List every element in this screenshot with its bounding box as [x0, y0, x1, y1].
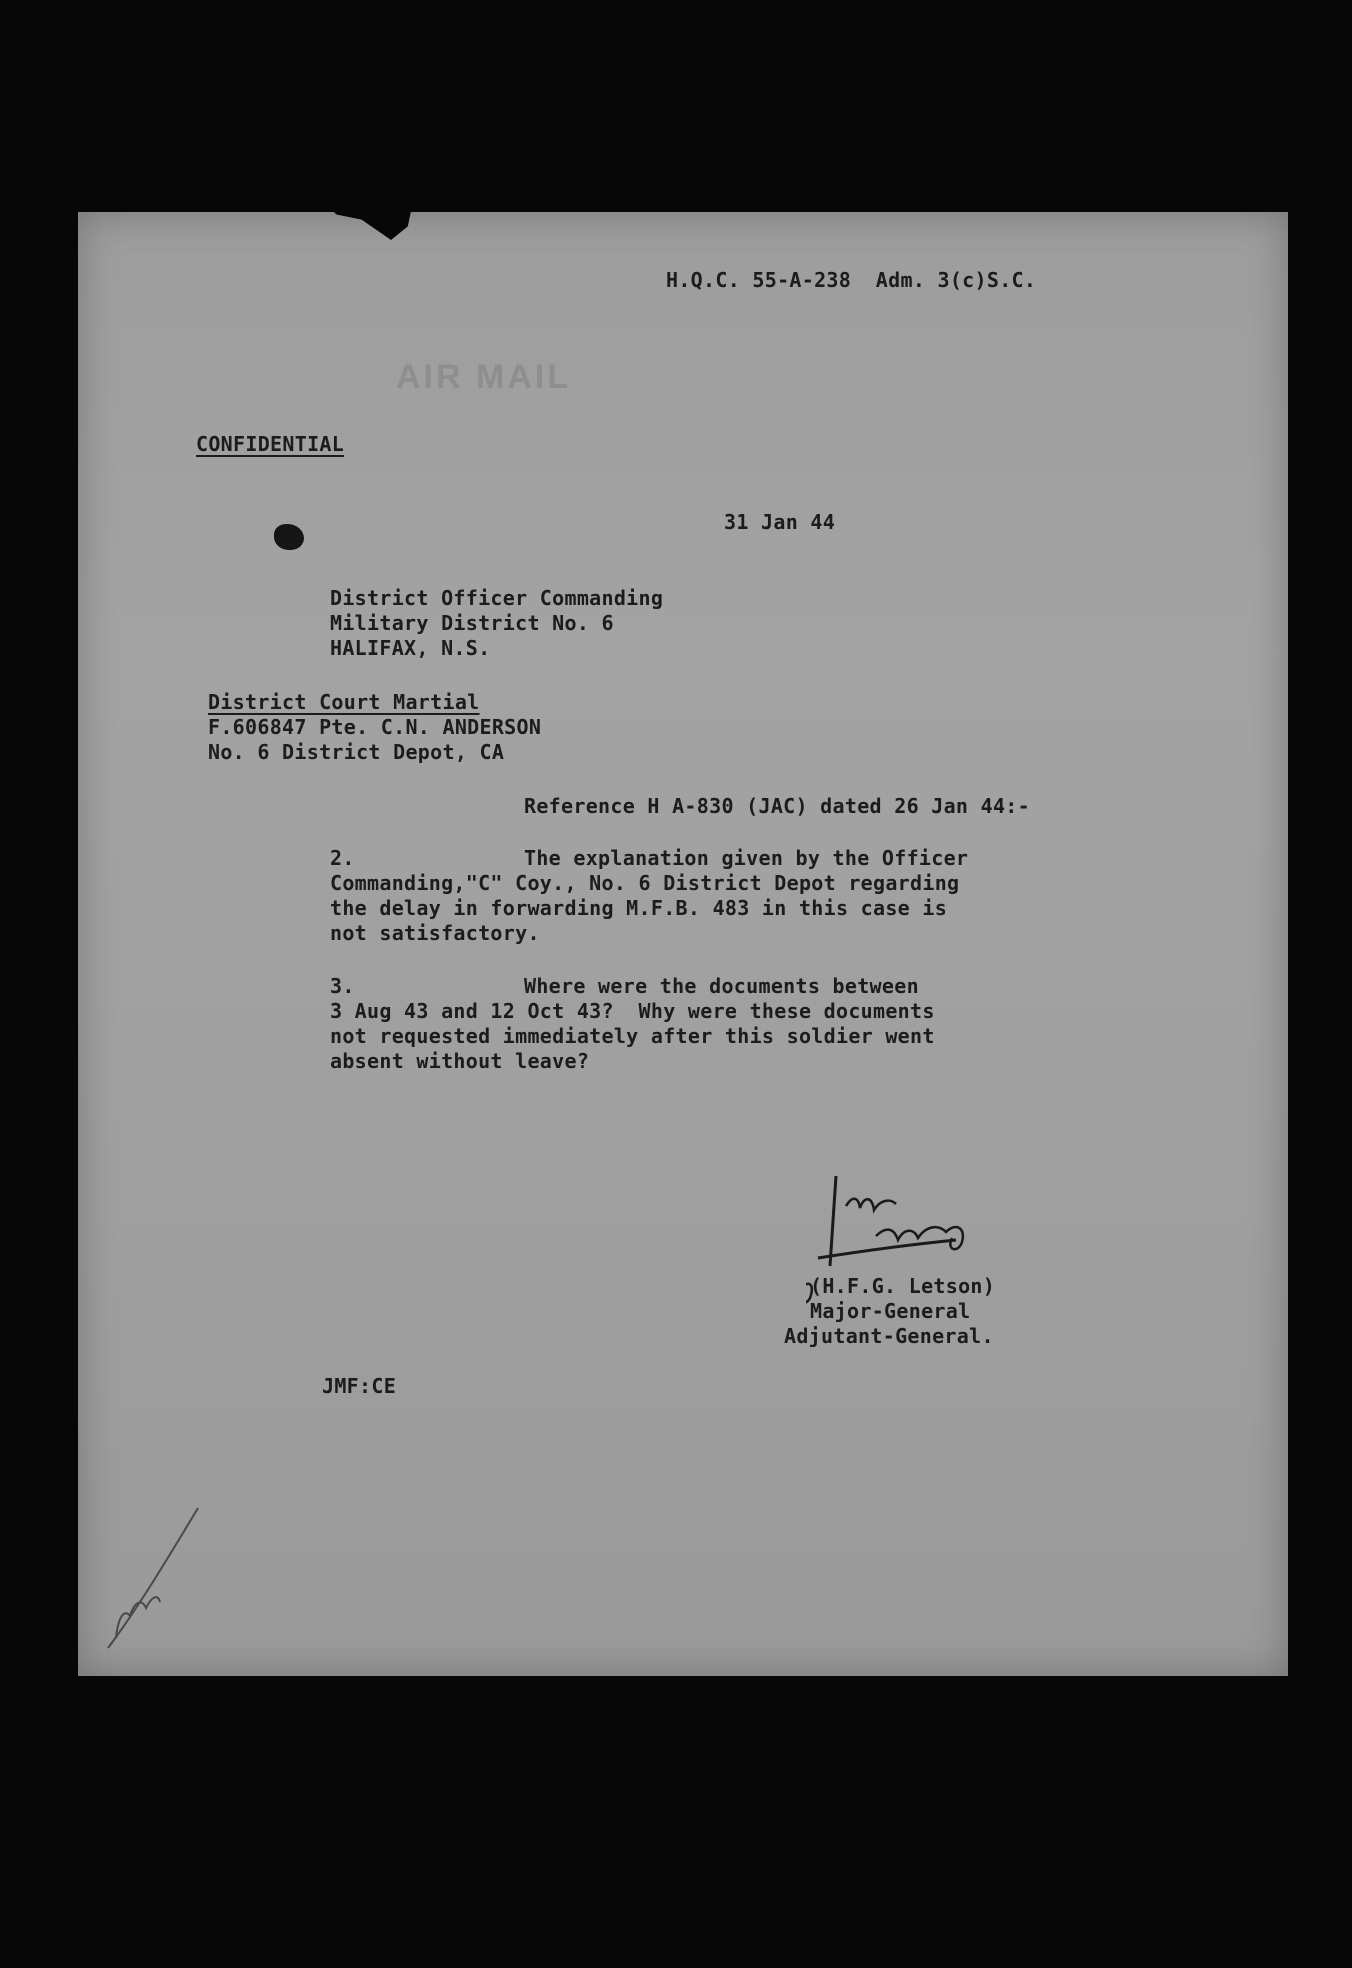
paragraph-line: not satisfactory.	[330, 921, 540, 945]
classification-heading: CONFIDENTIAL	[196, 432, 345, 456]
subject-title: District Court Martial	[208, 690, 480, 714]
paragraph-number: 2.	[330, 846, 355, 870]
paragraph-line: absent without leave?	[330, 1049, 590, 1073]
paragraph-line: the delay in forwarding M.F.B. 483 in this case is	[330, 896, 948, 920]
addressee-line: Military District No. 6	[330, 611, 614, 635]
addressee-line: District Officer Commanding	[330, 586, 664, 610]
reference-line: Reference H A-830 (JAC) dated 26 Jan 44:-	[524, 794, 1030, 818]
paragraph-line: 3 Aug 43 and 12 Oct 43? Why were these documents	[330, 999, 935, 1023]
letter-date: 31 Jan 44	[724, 510, 836, 534]
letter-paper	[78, 212, 1288, 1676]
paragraph-line: Where were the documents between	[524, 974, 919, 998]
addressee-line: HALIFAX, N.S.	[330, 636, 491, 660]
ink-blot	[274, 524, 304, 550]
subject-line: No. 6 District Depot, CA	[208, 740, 505, 764]
signatory-title: Adjutant-General.	[784, 1324, 994, 1348]
air-mail-stamp: AIR MAIL	[396, 358, 572, 396]
subject-line: F.606847 Pte. C.N. ANDERSON	[208, 715, 542, 739]
paper-tear	[328, 206, 412, 240]
paragraph-line: Commanding,"C" Coy., No. 6 District Depot regarding	[330, 871, 960, 895]
paragraph-line: not requested immediately after this soldier went	[330, 1024, 935, 1048]
signatory-rank: Major-General	[810, 1299, 971, 1323]
typist-initials: JMF:CE	[322, 1374, 397, 1398]
paragraph-number: 3.	[330, 974, 355, 998]
paragraph-line: The explanation given by the Officer	[524, 846, 969, 870]
signatory-name: (H.F.G. Letson)	[810, 1274, 996, 1298]
pencil-notation	[88, 1498, 208, 1658]
file-reference: H.Q.C. 55-A-238 Adm. 3(c)S.C.	[666, 268, 1037, 292]
